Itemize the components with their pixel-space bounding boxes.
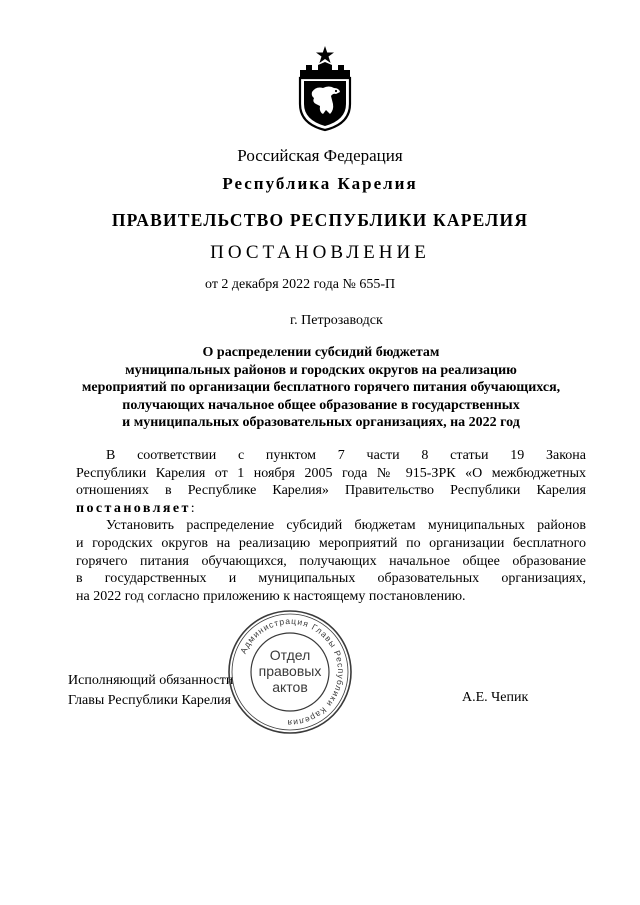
signatory-line-1: Исполняющий обязанности <box>68 673 234 688</box>
signatory-position <box>68 671 233 711</box>
title-line: и муниципальных образовательных организациях, на 2022 год <box>122 415 520 430</box>
stamp-ring-text: Администрация Главы Республики Карелия <box>238 615 347 729</box>
paragraph-line: горячего питания обучающихся, получающих начальное общее образование <box>76 553 586 569</box>
paragraph-line: в государственных и муниципальных образовательных организациях, <box>76 571 586 587</box>
decree-body <box>76 447 586 605</box>
signatory-name: А.Е. Чепик <box>462 690 529 705</box>
title-line: мероприятий по организации бесплатного горячего питания обучающихся, <box>81 380 561 395</box>
title-line: О распределении субсидий бюджетам <box>202 345 440 360</box>
city-label: г. Петрозаводск <box>290 313 383 328</box>
paragraph-line: В соответствии с пунктом 7 части 8 статьи 19 Закона <box>106 448 586 463</box>
signatory-line-2: Главы Республики Карелия <box>68 693 231 708</box>
resolves-colon: : <box>190 500 195 516</box>
official-stamp <box>226 608 354 736</box>
stamp-line-3: актов <box>272 679 308 695</box>
paragraph-line: Республики Карелия от 1 ноября 2005 года № 915-ЗРК «О межбюджетных <box>76 465 586 481</box>
decree-date-number: от 2 декабря 2022 года № 655-П <box>205 277 396 292</box>
decree-title <box>60 344 582 432</box>
paragraph-line: и городских округов на реализацию мероприятий по организации бесплатного <box>76 535 586 551</box>
resolves-line <box>76 500 586 518</box>
federation-heading: Российская Федерация <box>237 146 403 165</box>
republic-heading: Республика Карелия <box>222 174 418 193</box>
title-line: получающих начальное общее образование в государственных <box>122 397 520 413</box>
stamp-line-2: правовых <box>258 663 322 679</box>
paragraph-line: на 2022 год согласно приложению к настоящему постановлению. <box>76 588 466 604</box>
title-line: муниципальных районов и городских округов на реализацию <box>125 362 517 378</box>
karelia-coat-of-arms-icon <box>296 44 354 132</box>
government-heading: ПРАВИТЕЛЬСТВО РЕСПУБЛИКИ КАРЕЛИЯ <box>111 210 529 230</box>
paragraph-line: отношениях в Республике Карелия» Правительство Республики Карелия <box>76 483 586 499</box>
decree-heading: ПОСТАНОВЛЕНИЕ <box>210 242 430 263</box>
stamp-line-1: Отдел <box>269 647 311 663</box>
paragraph-line: Установить распределение субсидий бюджетам муниципальных районов <box>106 518 586 534</box>
resolves-word: постановляет <box>76 500 191 516</box>
